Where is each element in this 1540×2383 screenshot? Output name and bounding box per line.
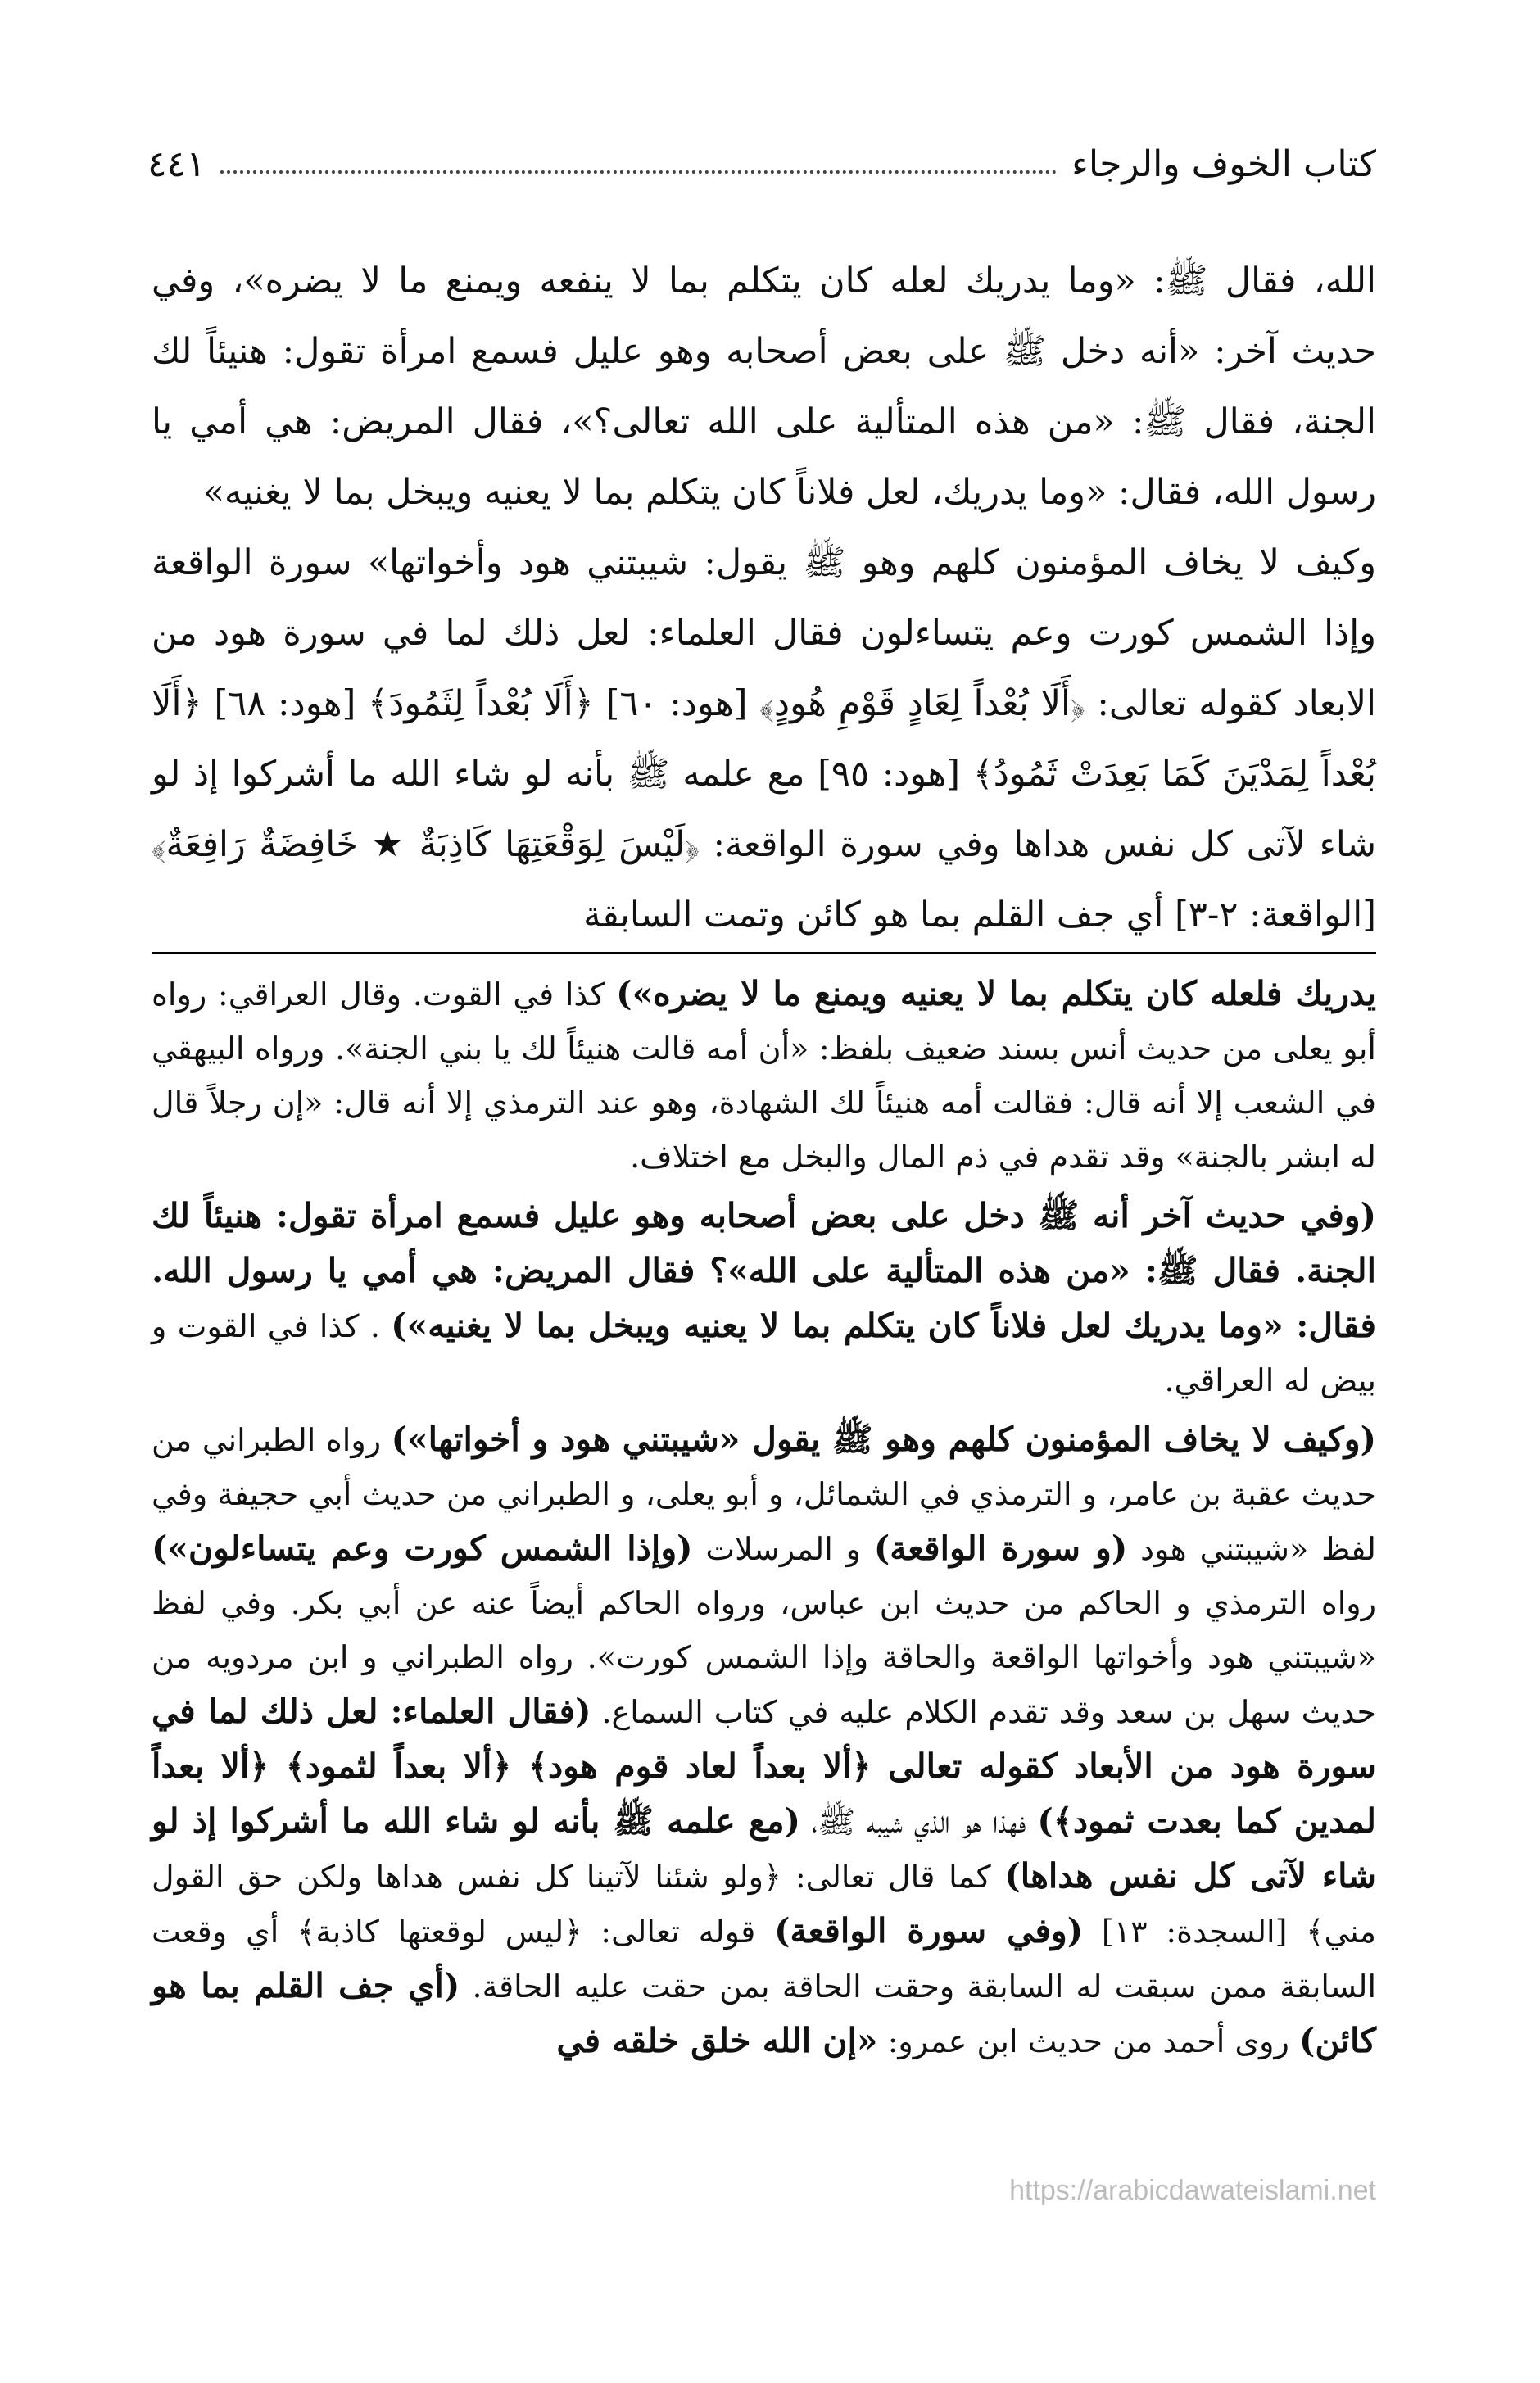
running-title: كتاب الخوف والرجاء: [1071, 143, 1376, 185]
page-number: ٤٤١: [147, 143, 206, 185]
commentary-bold: «إن الله خلق خلقه في: [556, 2021, 878, 2060]
commentary-text: روى أحمد من حديث ابن عمرو:: [887, 2023, 1289, 2059]
watermark-url: https://arabicdawateislami.net: [1009, 2175, 1376, 2206]
commentary-bold: (أي جف القلم بما هو كائن): [152, 1966, 1376, 2060]
commentary-text: قوله تعالى: ﴿ليس لوقعتها كاذبة﴾ أي وقعت السابقة ممن سبقت له السابقة وحقت الحاقة بمن حقت عليه الحاقة.: [152, 1914, 1377, 2005]
commentary-paragraph: [152, 1412, 1376, 2068]
commentary-bold: (وكيف لا يخاف المؤمنون كلهم وهو ﷺ يقول «شيبتني هود و أخواتها»): [391, 1420, 1376, 1459]
header-dot-leader: [220, 170, 1057, 174]
main-text: [152, 246, 1376, 950]
commentary-text: فهذا هو الذي شيبه ﷺ،: [811, 1804, 1026, 1840]
commentary-bold: يدريك فلعله كان يتكلم بما لا يعنيه ويمنع ما لا يضره»): [616, 974, 1376, 1013]
main-paragraph: وكيف لا يخاف المؤمنون كلهم وهو ﷺ يقول: شيبتني هود وأخواتها» سورة الواقعة وإذا الشمس كورت وعم يتساءلون فقال العلماء: لعل ذلك لما في سورة هود من الابعاد كقوله تعالى: ﴿أَلَا بُعْداً لِعَادٍ قَوْمِ هُودٍ﴾ [هود: ٦٠] ﴿أَلَا بُعْداً لِثَمُودَ﴾ [هود: ٦٨] ﴿أَلَا بُعْداً لِمَدْيَنَ كَمَا بَعِدَتْ ثَمُودُ﴾ [هود: ٩٥] مع علمه ﷺ بأنه لو شاء الله ما أشركوا إذ لو شاء لآتى كل نفس هداها وفي سورة الواقعة: ﴿لَيْسَ لِوَقْعَتِهَا كَاذِبَةٌ ★ خَافِضَةٌ رَافِعَةٌ﴾ [الواقعة: ٢-٣] أي جف القلم بما هو كائن وتمت السابقة: [152, 542, 1377, 936]
page-header: [147, 139, 1376, 188]
commentary: [152, 967, 1376, 2073]
commentary-bold: (وفي سورة الواقعة): [774, 1911, 1084, 1950]
commentary-text: كما قال تعالى: ﴿ولو شئنا لآتينا كل نفس هداها ولكن حق القول مني﴾ [السجدة: ١٣]: [152, 1859, 1376, 1950]
commentary-paragraph: [152, 967, 1376, 1184]
commentary-text: رواه الترمذي و الحاكم من حديث ابن عباس، ورواه الحاكم أيضاً عنه عن أبي بكر. وفي لفظ «شيبتني هود وأخواتها الواقعة والحاقة وإذا الشمس كورت». رواه الطبراني و ابن مردويه من حديث سهل بن سعد وقد تقدم الكلام عليه في كتاب السماع.: [152, 1585, 1376, 1730]
commentary-text: رواه الطبراني من حديث عقبة بن عامر، و الترمذي في الشمائل، و أبو يعلى، و الطبراني من حديث أبي حجيفة وفي لفظ «شيبتني هود: [152, 1422, 1376, 1567]
commentary-bold: (و سورة الواقعة): [873, 1529, 1128, 1568]
main-paragraph: الله، فقال ﷺ: «وما يدريك لعله كان يتكلم بما لا ينفعه ويمنع ما لا يضره»، وفي حديث آخر: «أنه دخل ﷺ على بعض أصحابه وهو عليل فسمع امرأة تقول: هنيئاً لك الجنة، فقال ﷺ: «من هذه المتألية على الله تعالى؟»، فقال المريض: هي أمي يا رسول الله، فقال: «وما يدريك، لعل فلاناً كان يتكلم بما لا يعنيه ويبخل بما لا يغنيه»: [152, 260, 1376, 513]
commentary-text: و المرسلات: [705, 1531, 861, 1567]
commentary-bold: (فقال العلماء: لعل ذلك لما في سورة هود من الأبعاد كقوله تعالى ﴿ألا بعداً لعاد قوم هود﴾ ﴿ألا بعداً لثمود﴾ ﴿ألا بعداً لمدين كما بعدت ثمود﴾): [152, 1692, 1376, 1841]
commentary-bold: (مع علمه ﷺ بأنه لو شاء الله ما أشركوا إذ لو شاء لآتى كل نفس هداها): [152, 1801, 1376, 1896]
commentary-bold: (وفي حديث آخر أنه ﷺ دخل على بعض أصحابه وهو عليل فسمع امرأة تقول: هنيئاً لك الجنة. فقال ﷺ: «من هذه المتألية على الله»؟ فقال المريض: هي أمي يا رسول الله. فقال: «وما يدريك لعل فلاناً كان يتكلم بما لا يعنيه ويبخل بما لا يغنيه»): [152, 1196, 1376, 1345]
commentary-paragraph: [152, 1189, 1376, 1407]
footnote-divider: [152, 952, 1376, 954]
commentary-bold: (وإذا الشمس كورت وعم يتساءلون»): [152, 1529, 693, 1568]
commentary-text: كذا في القوت. وقال العراقي: رواه أبو يعلى من حديث أنس بسند ضعيف بلفظ: «أن أمه قالت هنيئاً لك يا بني الجنة». ورواه البيهقي في الشعب إلا أنه قال: فقالت أمه هنيئاً لك الشهادة، وهو عند الترمذي إلا أنه قال: «إن رجلاً قال له ابشر بالجنة» وقد تقدم في ذم المال والبخل مع اختلاف.: [152, 976, 1376, 1175]
commentary-text: . كذا في القوت و بيض له العراقي.: [152, 1308, 1376, 1398]
